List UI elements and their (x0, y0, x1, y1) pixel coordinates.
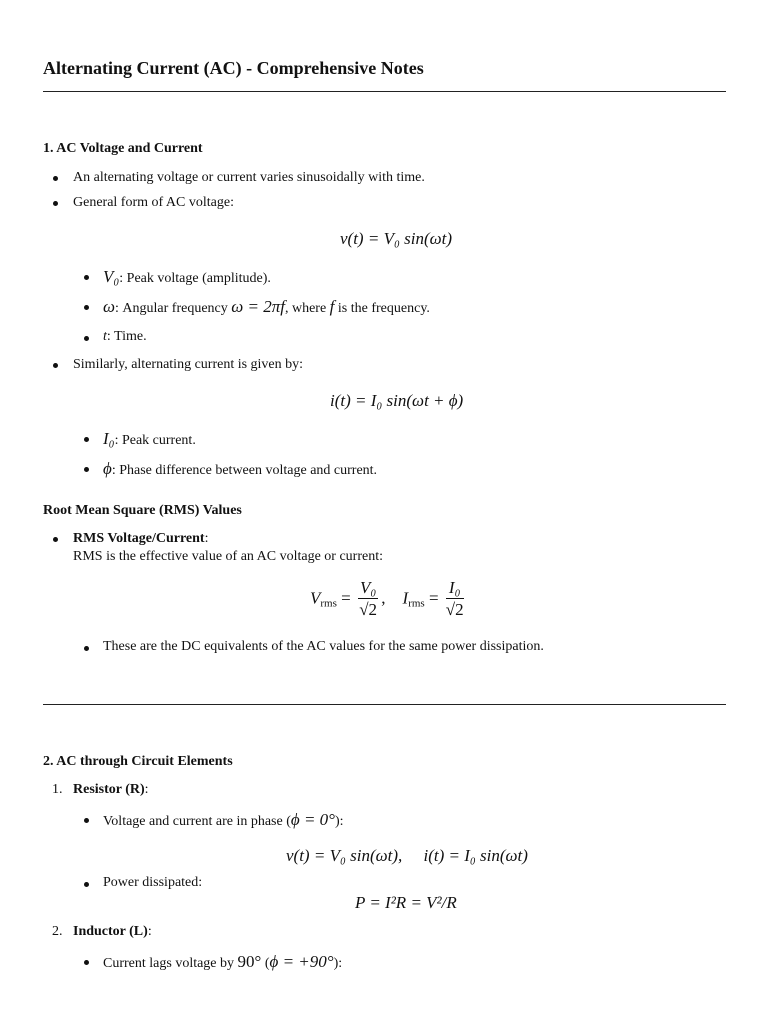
sub-bullet-text: : Peak voltage (amplitude). (119, 271, 271, 286)
punctuation: : (147, 924, 152, 939)
bold-label: RMS Voltage/Current (73, 531, 205, 546)
page-title: Alternating Current (AC) - Comprehensive Notes (43, 58, 424, 78)
bullet-text (73, 531, 208, 547)
equation-current: i(t) = I₀ sin(ωt + ϕ) (330, 391, 464, 410)
list-number: 1. (52, 782, 63, 797)
section-heading: 1. AC Voltage and Current (43, 141, 203, 156)
sub-bullet-text: Voltage and current are in phase ( (103, 814, 291, 829)
symbol: ϕ (103, 459, 112, 478)
numerator: I₀ (446, 578, 464, 599)
subscript: rms (320, 597, 337, 610)
bullet-icon (53, 537, 58, 542)
bullet-text: General form of AC voltage: (73, 195, 234, 210)
bullet-text: Similarly, alternating current is given by: (73, 357, 304, 372)
bullet-icon (53, 201, 58, 206)
sub-bullet-text: ): (334, 814, 344, 829)
sub-bullet-text: is the frequency. (334, 301, 430, 316)
bullet-icon (53, 363, 58, 368)
sub-bullet-text: Power dissipated: (103, 875, 203, 890)
bold-label: Resistor (R) (73, 782, 145, 797)
bullet-icon (84, 646, 89, 651)
sub-bullet (103, 952, 342, 972)
equation-rms: $V_{rms}$ = $\frac{\text{V₀}}{√2}$ , $I_{rms}$ = $\frac{\text{I₀}}{√2}$ (310, 578, 464, 619)
bullet-icon (84, 336, 89, 341)
fraction (446, 578, 464, 621)
sub-bullet-text: : Phase difference between voltage and current. (111, 463, 378, 478)
bullet-icon (53, 176, 58, 181)
denominator: √2 (359, 600, 378, 619)
punctuation: : (204, 531, 209, 546)
bullet-icon (84, 275, 89, 280)
symbol: I (402, 588, 409, 608)
punctuation: : (144, 782, 149, 797)
inline-equation: ϕ = 0° (290, 810, 335, 829)
sub-bullet (103, 459, 377, 479)
inline-equation: 90° (237, 952, 262, 971)
inline-equation: ϕ = +90° (269, 952, 334, 971)
list-number: 2. (52, 924, 63, 939)
sub-bullet-text: ): (333, 956, 343, 971)
equation-resistor: v(t) = V₀ sin(ωt), i(t) = I₀ sin(ωt) (286, 846, 528, 865)
symbol: f (329, 297, 335, 316)
bullet-text: An alternating voltage or current varies sinusoidally with time. (73, 170, 425, 185)
bullet-icon (84, 882, 89, 887)
sub-bullet-text: , where (284, 301, 330, 316)
sub-bullet (103, 429, 196, 449)
bullet-icon (84, 960, 89, 965)
symbol: ω (103, 297, 116, 316)
numerator: V₀ (359, 578, 377, 597)
bold-label: Inductor (L) (73, 924, 148, 939)
bullet-icon (84, 818, 89, 823)
equation-power: P = I²R = V²/R (355, 893, 457, 912)
inline-equation: ω = 2πf (231, 297, 285, 316)
bullet-icon (84, 305, 89, 310)
bullet-text: RMS is the effective value of an AC voltage or current: (73, 549, 383, 564)
symbol: V₀ (103, 267, 120, 286)
divider (43, 91, 726, 92)
sub-bullet (103, 297, 430, 317)
divider (43, 704, 726, 705)
list-item (73, 924, 152, 940)
sub-bullet (103, 267, 271, 287)
sub-bullet (103, 329, 147, 345)
section-heading: 2. AC through Circuit Elements (43, 754, 233, 769)
sub-bullet-text: ( (261, 956, 270, 971)
sub-bullet-text: Current lags voltage by (103, 956, 238, 971)
equation-voltage: v(t) = V₀ sin(ωt) (340, 229, 452, 248)
section-heading: Root Mean Square (RMS) Values (43, 503, 242, 518)
symbol: I₀ (103, 429, 115, 448)
sub-bullet-text: These are the DC equivalents of the AC values for the same power dissipation. (103, 639, 544, 654)
symbol: t (103, 329, 107, 344)
list-item (73, 782, 149, 798)
bullet-icon (84, 467, 89, 472)
fraction (358, 578, 378, 621)
denominator: √2 (445, 600, 464, 619)
sub-bullet-text: : Time. (106, 329, 147, 344)
bullet-icon (84, 437, 89, 442)
sub-bullet (103, 810, 344, 830)
subscript: rms (408, 597, 425, 610)
sub-bullet-text: : Angular frequency (115, 301, 232, 316)
sub-bullet-text: : Peak current. (114, 433, 196, 448)
symbol: V (310, 588, 321, 608)
